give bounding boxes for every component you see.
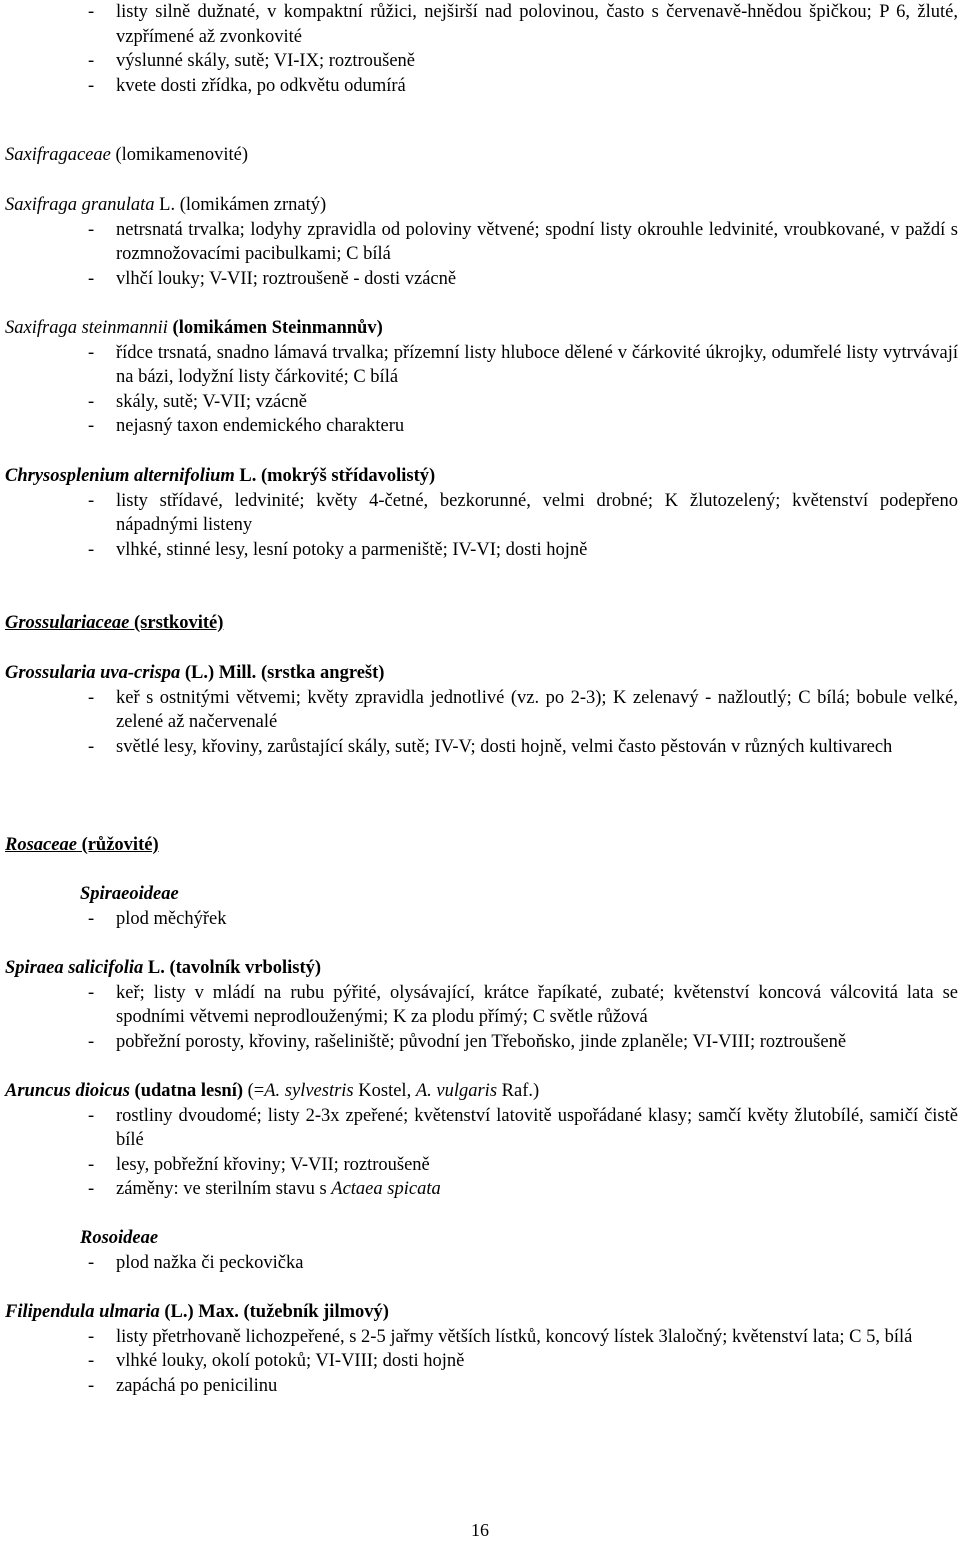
species-chrysosplenium [5, 464, 958, 562]
list-item: - výslunné skály, sutě; VI-IX; roztroušeně [88, 51, 416, 72]
list-item: - světlé lesy, křoviny, zarůstající skály, sutě; IV-V; dosti hojně, velmi často pěstován v různých kultivarech [88, 736, 893, 757]
list-item: - řídce trsnatá, snadno lámavá trvalka; přízemní listy hluboce dělené v čárkovité úkrojky, odumřelé listy vytrvávají na bázi, lodyžní listy čárkovité; C bílá [88, 342, 958, 388]
page-number: 16 [471, 1520, 489, 1540]
list-item: - zapáchá po penicilinu [88, 1375, 278, 1396]
list-item: - listy přetrhovaně lichozpeřené, s 2-5 jařmy větších lístků, koncový lístek 3laločný; květenství lata; C 5, bílá [88, 1326, 913, 1347]
list-item: - keř s ostnitými větvemi; květy zpravidla jednotlivé (vz. po 2-3); K zelenavý - nažloutlý; C bílá; bobule velké, zelené až načervenalé [88, 687, 958, 733]
list-item: - skály, sutě; V-VII; vzácně [88, 391, 307, 412]
continuation-block [5, 0, 958, 98]
species-heading: Spiraea salicifolia L. (tavolník vrbolistý) [5, 958, 322, 978]
species-heading: Grossularia uva-crispa (L.) Mill. (srstka angrešt) [5, 663, 385, 683]
family-heading-saxifragaceae: Saxifragaceae (lomikamenovité) [5, 145, 248, 165]
species-heading: Filipendula ulmaria (L.) Max. (tužebník jilmový) [5, 1302, 389, 1322]
list-item: - rostliny dvoudomé; listy 2-3x zpeřené; květenství latovitě uspořádané klasy; samčí květy žlutobílé, samičí čistě bílé [88, 1105, 958, 1151]
family-heading-grossulariaceae: Grossulariaceae (srstkovité) [5, 613, 224, 633]
list-item: - vlhčí louky; V-VII; roztroušeně - dosti vzácně [88, 268, 457, 289]
subfamily-spiraeoideae [5, 882, 958, 931]
species-saxifraga-granulata [5, 193, 958, 291]
subfamily-heading: Rosoideae [80, 1228, 159, 1248]
species-heading: Saxifraga granulata L. (lomikámen zrnatý) [5, 195, 327, 215]
list-item: - listy střídavé, ledvinité; květy 4-četné, bezkorunné, velmi drobné; K žlutozelený; květenství podepřeno nápadnými listeny [88, 490, 958, 536]
list-item: - vlhké, stinné lesy, lesní potoky a parmeniště; IV-VI; dosti hojně [88, 539, 588, 560]
species-saxifraga-steinmannii [5, 316, 958, 439]
species-grossularia [5, 661, 958, 759]
list-item: - vlhké louky, okolí potoků; VI-VIII; dosti hojně [88, 1351, 465, 1372]
list-item: - lesy, pobřežní křoviny; V-VII; roztroušeně [88, 1154, 430, 1175]
species-heading: Aruncus dioicus (udatna lesní) (=A. sylvestris Kostel, A. vulgaris Raf.) [5, 1081, 540, 1101]
species-aruncus [5, 1079, 958, 1202]
list-item: - listy silně dužnaté, v kompaktní růžici, nejširší nad polovinou, často s červenavě-hnědou špičkou; P 6, žluté, vzpřímené až zvonkovité [88, 2, 958, 47]
species-heading: Saxifraga steinmannii (lomikámen Steinmannův) [5, 318, 383, 338]
species-filipendula [5, 1300, 958, 1398]
list-item: - záměny: ve sterilním stavu s Actaea spicata [88, 1179, 441, 1200]
species-heading: Chrysosplenium alternifolium L. (mokrýš střídavolistý) [5, 466, 436, 486]
list-item: - pobřežní porosty, křoviny, rašeliniště; původní jen Třeboňsko, jinde zplaněle; VI-VIII; roztroušeně [88, 1031, 847, 1052]
list-item: - keř; listy v mládí na rubu pýřité, olysávající, krátce řapíkaté, zubaté; květenství koncová válcovitá lata se spodními větvemi neprodlouženými; K za plodu přímý; C světle růžová [88, 982, 958, 1028]
species-spiraea [5, 956, 958, 1054]
subfamily-heading: Spiraeoideae [80, 884, 179, 904]
list-item: - nejasný taxon endemického charakteru [88, 416, 405, 437]
subfamily-rosoideae [5, 1226, 958, 1275]
family-heading-rosaceae: Rosaceae (růžovité) [5, 835, 159, 855]
list-item: - plod měchýřek [88, 908, 227, 929]
list-item: - plod nažka či peckovička [88, 1252, 304, 1273]
list-item: - kvete dosti zřídka, po odkvětu odumírá [88, 75, 406, 96]
list-item: - netrsnatá trvalka; lodyhy zpravidla od poloviny větvené; spodní listy okrouhle ledvinité, vroubkované, v paždí s rozmnožovacími pacibulkami; C bílá [88, 219, 958, 265]
